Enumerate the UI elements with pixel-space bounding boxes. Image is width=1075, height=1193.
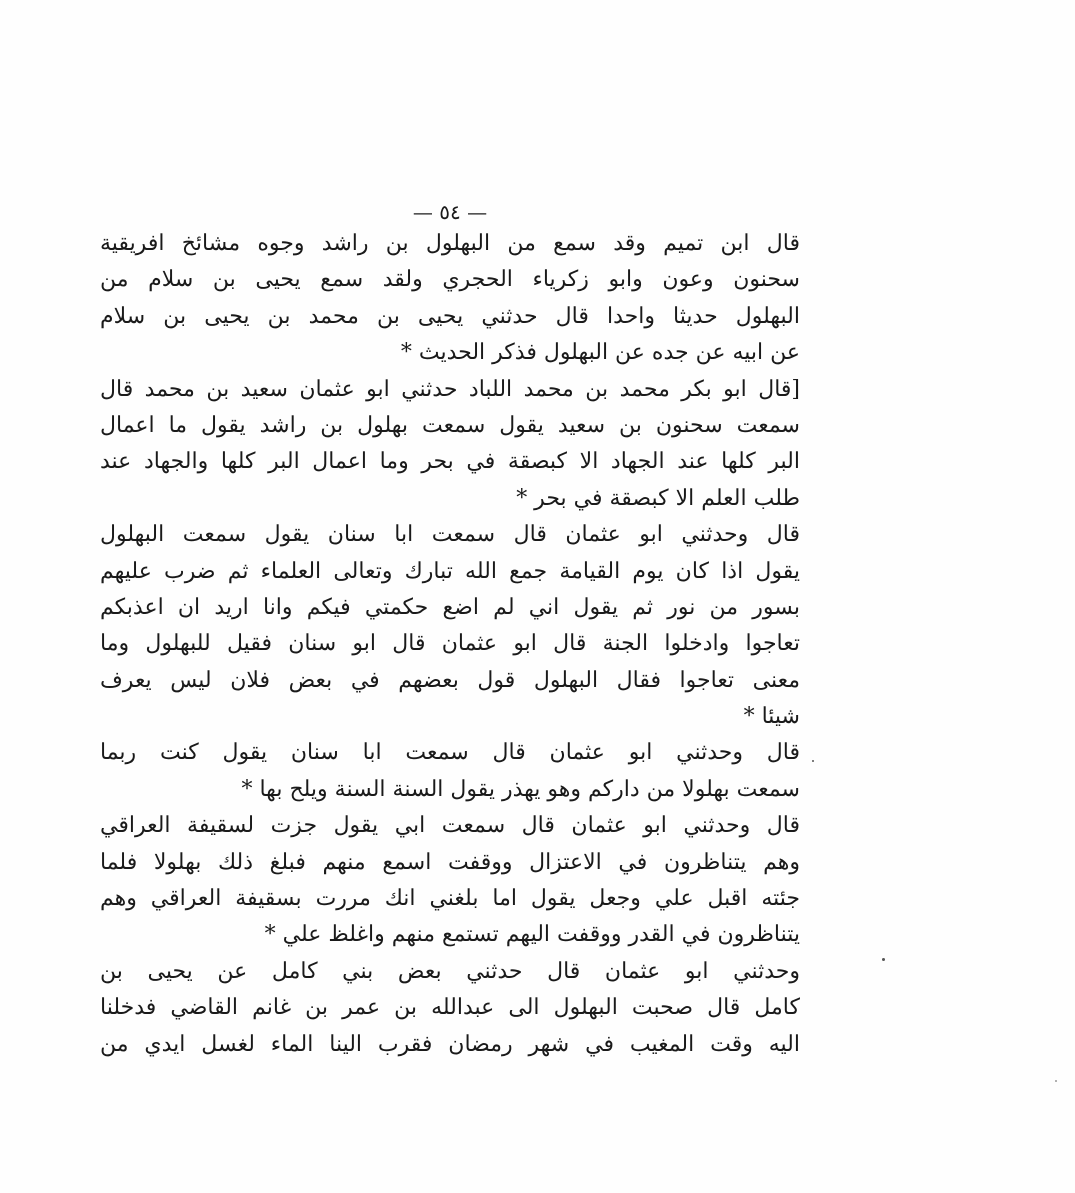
text-line: تعاجوا وادخلوا الجنة قال ابو عثمان قال ابو سنان فقيل للبهلول وما [100, 631, 800, 657]
text-line: [قال ابو بكر محمد بن محمد اللباد حدثني ابو عثمان سعيد بن محمد قال [100, 376, 800, 402]
arabic-text-body [100, 226, 800, 1063]
text-line: كامل قال صحبت البهلول الى عبدالله بن عمر بن غانم القاضي فدخلنا [100, 995, 800, 1021]
text-line: طلب العلم الا كبصقة في بحر * [516, 485, 800, 511]
text-line: سمعت بهلولا من داركم وهو يهذر يقول السنة السنة ويلح بها * [241, 776, 800, 802]
text-line: عن ابيه عن جده عن البهلول فذكر الحديث * [400, 340, 800, 366]
text-line: وحدثني ابو عثمان قال حدثني بعض بني كامل عن يحيى بن [100, 958, 800, 984]
text-line: معنى تعاجوا فقال البهلول قول بعضهم في بعض فلان ليس يعرف [100, 667, 800, 693]
text-line: البر كلها عند الجهاد الا كبصقة في بحر وما اعمال البر كلها والجهاد عند [100, 449, 800, 475]
text-line: سمعت سحنون بن سعيد يقول سمعت بهلول بن راشد يقول ما اعمال [100, 412, 800, 438]
text-line: يقول اذا كان يوم القيامة جمع الله تبارك وتعالى العلماء ثم ضرب عليهم [100, 558, 800, 584]
scan-speck [1055, 1080, 1057, 1082]
text-line: البهلول حديثا واحدا قال حدثني يحيى بن محمد بن يحيى بن سلام [100, 303, 800, 329]
text-line: قال وحدثني ابو عثمان قال سمعت ابا سنان يقول سمعت البهلول [100, 522, 800, 548]
page-number: — ٥٤ — [412, 200, 488, 224]
text-line: يتناظرون في القدر ووقفت اليهم تستمع منهم واغلظ علي * [264, 922, 800, 948]
scan-speck [812, 760, 814, 762]
text-line: قال وحدثني ابو عثمان قال سمعت ابا سنان يقول كنت ربما [100, 740, 800, 766]
text-line: شيئا * [743, 704, 800, 730]
text-line: جئته اقبل علي وجعل يقول اما بلغني انك مررت بسقيفة العراقي وهم [100, 886, 800, 912]
text-line: اليه وقت المغيب في شهر رمضان فقرب الينا الماء لغسل ايدي من [100, 1031, 800, 1057]
text-line: بسور من نور ثم يقول اني لم اضع حكمتي فيكم وانا اريد ان اعذبكم [100, 594, 800, 620]
text-line: وهم يتناظرون في الاعتزال ووقفت اسمع منهم فبلغ ذلك بهلولا فلما [100, 849, 800, 875]
text-line: قال ابن تميم وقد سمع من البهلول بن راشد وجوه مشائخ افريقية [100, 231, 800, 256]
text-line: سحنون وعون وابو زكرياء الحجري ولقد سمع يحيى بن سلام من [100, 267, 800, 293]
scan-speck [882, 958, 885, 961]
text-line: قال وحدثني ابو عثمان قال سمعت ابي يقول جزت لسقيفة العراقي [100, 813, 800, 839]
